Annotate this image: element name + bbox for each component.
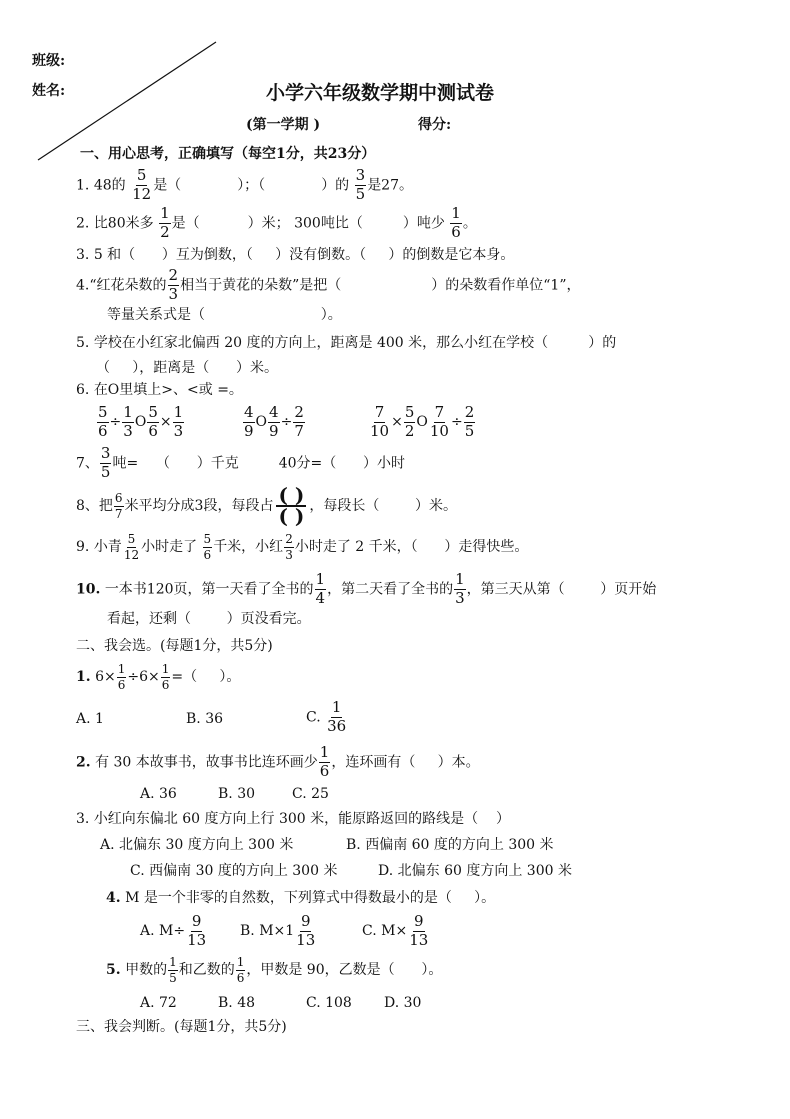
compare-expression-3: $\frac{7}{10}$ × $\frac{5}{2}$ O $\frac{7}{10}$ ÷ $\frac{2}{5}$ xyxy=(370,402,475,440)
compare-circle: O xyxy=(416,414,428,430)
section3-heading: 三、我会判断。(每题1分，共5分) xyxy=(76,1019,287,1035)
section1-heading: 一、用心思考，正确填写（每空1分，共23分） xyxy=(80,146,376,162)
compare-expression-1: $\frac{5}{6}$ ÷ $\frac{1}{3}$ O $\frac{5}{6}$ × $\frac{1}{3}$ xyxy=(98,402,184,440)
choice-question-1: 1. 6× $\frac{1}{6}$ ÷6× $\frac{1}{6}$ =（ ）。 xyxy=(76,661,241,692)
question-9: 9. 小青 $\frac{5}{12}$ 小时走了 $\frac{5}{6}$ 千米，小红 $\frac{2}{3}$ 小时走了 2 千米，（ ）走得快些。 xyxy=(76,531,529,562)
question-5: 5. 学校在小红家北偏西 20 度的方向上，距离是 400 米，那么小红在学校（ ）的 xyxy=(76,335,617,351)
option-b: B. 西偏南 60 度的方向上 300 米 xyxy=(346,837,554,853)
choice-question-4: 4. M 是一个非零的自然数，下列算式中得数最小的是（ ）。 xyxy=(106,890,496,906)
question-4: 4.“红花朵数的 $\frac{2}{3}$ 相当于黄花的朵数”是把（ ）的朵数看作单位“1”， xyxy=(76,266,581,303)
compare-circle: O xyxy=(134,414,147,430)
choice-question-5: 5. 甲数的 $\frac{1}{5}$ 和乙数的 $\frac{1}{6}$ ，甲数是 90，乙数是（ ）。 xyxy=(106,954,443,985)
question-6: 6. 在O里填上>、<或 =。 xyxy=(76,382,243,398)
option-a: A. 1 xyxy=(76,711,104,727)
option-c: C. M× $\frac{9}{13}$ xyxy=(362,911,429,949)
question-4-line2: 等量关系式是（ ）。 xyxy=(107,307,342,323)
fraction: $\frac{5}{12}$ xyxy=(132,166,152,203)
option-a: A. M÷ $\frac{9}{13}$ xyxy=(140,911,207,949)
option-d: D. 30 xyxy=(384,995,422,1011)
option-a: A. 36 xyxy=(140,786,177,802)
choice-question-2: 2. 有 30 本故事书，故事书比连环画少 $\frac{1}{6}$ ，连环画有（ ）本。 xyxy=(76,743,480,780)
fraction: $\frac{1}{6}$ xyxy=(451,204,461,241)
score-label: 得分: xyxy=(418,117,452,133)
question-2: 2. 比80米多 $\frac{1}{2}$ 是（ ）米； 300吨比（ ）吨少 $\frac{1}{6}$ 。 xyxy=(76,204,477,241)
option-a: A. 72 xyxy=(140,995,177,1011)
section2-heading: 二、我会选。(每题1分，共5分) xyxy=(76,638,273,654)
compare-expression-2: $\frac{4}{9}$ O $\frac{4}{9}$ ÷ $\frac{2}{7}$ xyxy=(244,402,304,440)
option-c: C. 108 xyxy=(306,995,352,1011)
question-10-line2: 看起，还剩（ ）页没看完。 xyxy=(107,611,311,627)
question-8: 8、把 $\frac{6}{7}$ 米平均分成3段，每段占 $\frac{( )}{( )}$ ，每段长（ ）米。 xyxy=(76,483,457,528)
question-7: 7、 $\frac{3}{5}$ 吨= （ ）千克 40分=（ ）小时 xyxy=(76,444,405,481)
option-c: C. $\frac{1}{36}$ xyxy=(306,698,347,735)
option-a: A. 北偏东 30 度方向上 300 米 xyxy=(100,837,294,853)
fraction: $\frac{2}{3}$ xyxy=(168,266,179,303)
option-b: B. 30 xyxy=(218,786,256,802)
page-title: 小学六年级数学期中测试卷 xyxy=(266,82,495,104)
option-c: C. 西偏南 30 度的方向上 300 米 xyxy=(130,863,338,879)
class-label: 班级: xyxy=(32,53,66,69)
option-b: B. 36 xyxy=(186,711,224,727)
question-5-line2: （ ），距离是（ ）米。 xyxy=(96,360,278,376)
option-c: C. 25 xyxy=(292,786,329,802)
blank-fraction: $\frac{( )}{( )}$ xyxy=(278,483,305,528)
fraction: $\frac{3}{5}$ xyxy=(355,166,366,203)
choice-question-3: 3. 小红向东偏北 60 度方向上行 300 米，能原路返回的路线是（ ） xyxy=(76,811,510,827)
option-b: B. 48 xyxy=(218,995,256,1011)
compare-circle: O xyxy=(255,414,268,430)
question-10: 10. 一本书120页，第一天看了全书的 $\frac{1}{4}$ ，第二天看了全书的 $\frac{1}{3}$ ，第三天从第（ ）页开始 xyxy=(76,570,657,607)
question-1: 1. 48的 $\frac{5}{12}$ 是（ ）；（ ）的 $\frac{3}{5}$ 是27。 xyxy=(76,166,414,203)
name-label: 姓名: xyxy=(32,83,66,99)
fraction: $\frac{1}{2}$ xyxy=(160,204,170,241)
option-d: D. 北偏东 60 度方向上 300 米 xyxy=(378,863,572,879)
semester-label: (第一学期 ) xyxy=(246,117,321,133)
option-b: B. M×1 $\frac{9}{13}$ xyxy=(240,911,316,949)
question-3: 3. 5 和（ ）互为倒数，（ ）没有倒数。（ ）的倒数是它本身。 xyxy=(76,247,515,263)
